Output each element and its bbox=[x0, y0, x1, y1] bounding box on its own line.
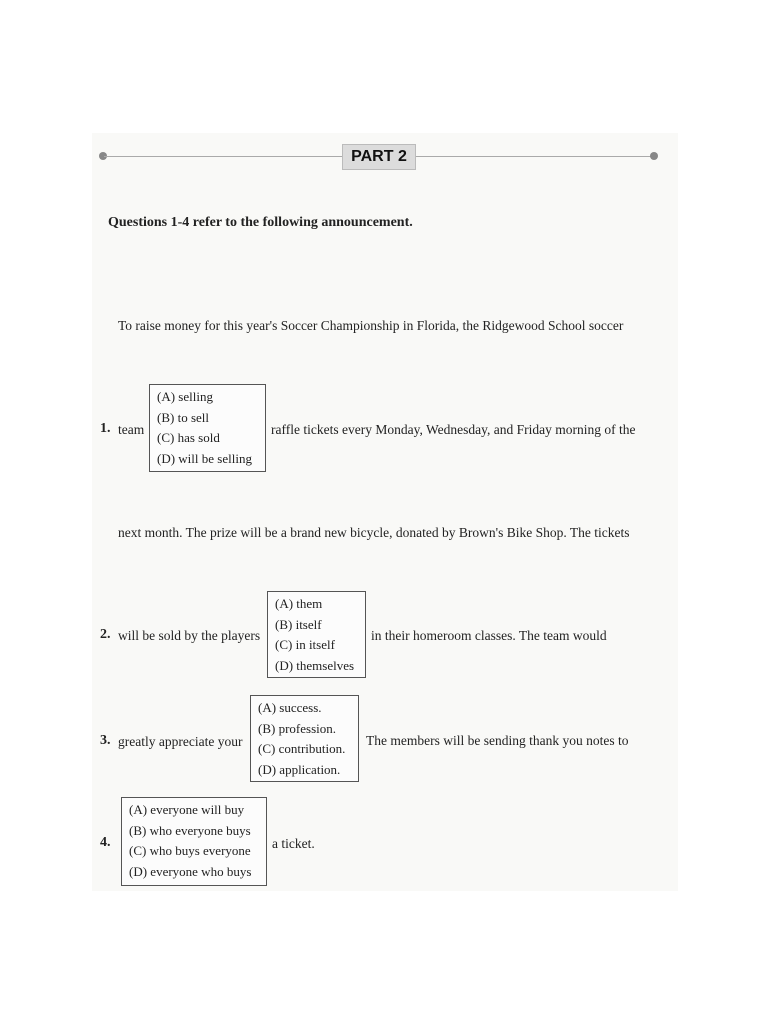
question-2-option-d[interactable]: (D) themselves bbox=[275, 657, 355, 673]
question-2-text-after: in their homeroom classes. The team would bbox=[371, 628, 607, 643]
question-4-options bbox=[121, 797, 267, 886]
question-2-option-a[interactable]: (A) them bbox=[275, 596, 323, 611]
question-4-option-c[interactable]: (C) who buys everyone bbox=[129, 843, 251, 859]
rule-endpoint-right bbox=[650, 152, 658, 160]
question-4-number: 4. bbox=[100, 835, 111, 850]
question-3-option-d[interactable]: (D) application. bbox=[258, 761, 341, 777]
question-1-text-after: raffle tickets every Monday, Wednesday, and Friday morning of the bbox=[271, 422, 636, 437]
question-1-options bbox=[149, 384, 266, 472]
question-2-option-b[interactable]: (B) itself bbox=[275, 616, 322, 632]
question-4-option-b[interactable]: (B) who everyone buys bbox=[129, 822, 251, 838]
question-3-option-c[interactable]: (C) contribution. bbox=[258, 741, 346, 757]
question-2-number: 2. bbox=[100, 627, 111, 642]
section-rule-left bbox=[104, 156, 342, 157]
question-1-text-before: team bbox=[118, 422, 145, 437]
intro-line: To raise money for this year's Soccer Championship in Florida, the Ridgewood School soccer bbox=[118, 318, 624, 333]
question-1-option-a[interactable]: (A) selling bbox=[157, 389, 213, 404]
question-1-option-b[interactable]: (B) to sell bbox=[157, 409, 209, 425]
question-3-text-after: The members will be sending thank you notes to bbox=[366, 733, 629, 748]
question-3-option-a[interactable]: (A) success. bbox=[258, 700, 322, 715]
question-2-option-c[interactable]: (C) in itself bbox=[275, 637, 335, 653]
question-4-option-a[interactable]: (A) everyone will buy bbox=[129, 802, 245, 817]
question-1-number: 1. bbox=[100, 421, 111, 436]
question-4-option-d[interactable]: (D) everyone who buys bbox=[129, 863, 252, 879]
question-1-option-c[interactable]: (C) has sold bbox=[157, 430, 220, 446]
mid-line: next month. The prize will be a brand new bicycle, donated by Brown's Bike Shop. The tickets bbox=[118, 525, 630, 540]
question-1-option-d[interactable]: (D) will be selling bbox=[157, 450, 252, 466]
section-rule-right bbox=[416, 156, 654, 157]
questions-heading: Questions 1-4 refer to the following announcement. bbox=[108, 215, 413, 230]
question-3-number: 3. bbox=[100, 733, 111, 748]
question-3-options bbox=[250, 695, 359, 782]
question-3-option-b[interactable]: (B) profession. bbox=[258, 720, 336, 736]
part-label: PART 2 bbox=[342, 144, 416, 170]
question-3-text-before: greatly appreciate your bbox=[118, 734, 243, 749]
question-2-text-before: will be sold by the players bbox=[118, 628, 261, 643]
question-4-text-after: a ticket. bbox=[272, 836, 315, 851]
document-page bbox=[92, 133, 678, 891]
question-2-options bbox=[267, 591, 366, 678]
